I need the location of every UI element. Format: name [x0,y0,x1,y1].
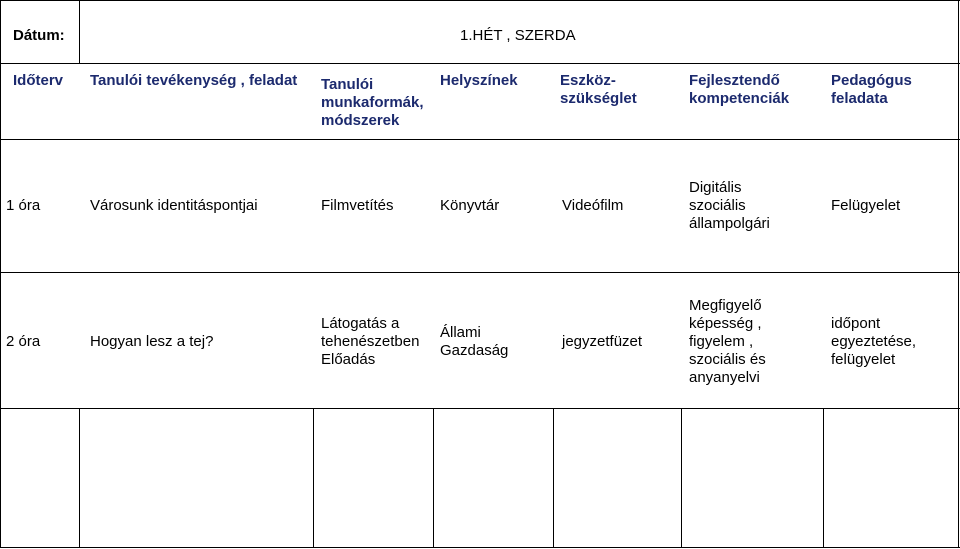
col-header-competences-line1: Fejlesztendő [689,72,780,89]
col-header-activity: Tanulói tevékenység , feladat [90,72,298,89]
row1-activity: Városunk identitáspontjai [90,197,258,214]
border-date-divider [79,0,80,64]
border-col3 [433,408,434,548]
row1-competences [689,179,770,233]
row2-place-line1: Állami [440,324,481,341]
row1-tools: Videófilm [562,197,624,214]
row2-time: 2 óra [6,333,41,350]
col-header-method-line1: Tanulói [321,76,374,93]
row2-competence-line4: szociális és [689,351,766,368]
border-col1 [79,408,80,548]
border-col2 [313,408,314,548]
row2-place-line2: Gazdaság [440,342,509,359]
row2-method-line3: Előadás [321,351,376,368]
row2-competence-line3: figyelem , [689,333,754,350]
border-left [0,0,1,548]
row1-method: Filmvetítés [321,197,394,214]
col-header-method [321,76,424,130]
border-right [958,0,959,548]
row1-competence-line1: Digitális [689,179,742,196]
border-col6 [823,408,824,548]
border-under-header [0,139,960,140]
col-header-place: Helyszínek [440,72,518,89]
row2-teacher-line3: felügyelet [831,351,896,368]
row2-competence-line5: anyanyelvi [689,369,760,386]
row1-place: Könyvtár [440,197,500,214]
row2-activity: Hogyan lesz a tej? [90,333,214,350]
row1-teacher: Felügyelet [831,197,901,214]
border-bottom [0,547,960,548]
day-title: 1.HÉT , SZERDA [460,27,576,44]
col-header-teacher-line1: Pedagógus [831,72,912,89]
col-header-method-line2: munkaformák, [321,94,424,111]
border-col4 [553,408,554,548]
col-header-competences [689,72,789,108]
row2-method [321,315,419,369]
col-header-tools-line1: Eszköz- [560,72,616,89]
col-header-teacher [831,72,912,108]
row2-competences [689,297,766,387]
col-header-time: Időterv [13,72,64,89]
col-header-tools-line2: szükséglet [560,90,637,107]
row2-teacher [831,315,916,369]
border-top [0,0,960,1]
row2-teacher-line1: időpont [831,315,881,332]
row2-teacher-line2: egyeztetése, [831,333,917,350]
row2-competence-line1: Megfigyelő [689,297,762,314]
col-header-competences-line2: kompetenciák [689,90,790,107]
border-under-date [0,63,960,64]
border-under-row2 [0,408,960,409]
col-header-method-line3: módszerek [321,112,400,129]
row1-competence-line2: szociális [689,197,746,214]
row2-tools: jegyzetfüzet [562,333,643,350]
date-label: Dátum: [13,27,65,44]
row2-method-line2: tehenészetben [321,333,420,350]
row2-competence-line2: képesség , [689,315,762,332]
row1-time: 1 óra [6,197,41,214]
border-col5 [681,408,682,548]
row2-method-line1: Látogatás a [321,315,400,332]
row1-competence-line3: állampolgári [689,215,770,232]
col-header-tools [560,72,637,108]
col-header-teacher-line2: feladata [831,90,888,107]
row2-place [440,324,508,360]
border-under-row1 [0,272,960,273]
